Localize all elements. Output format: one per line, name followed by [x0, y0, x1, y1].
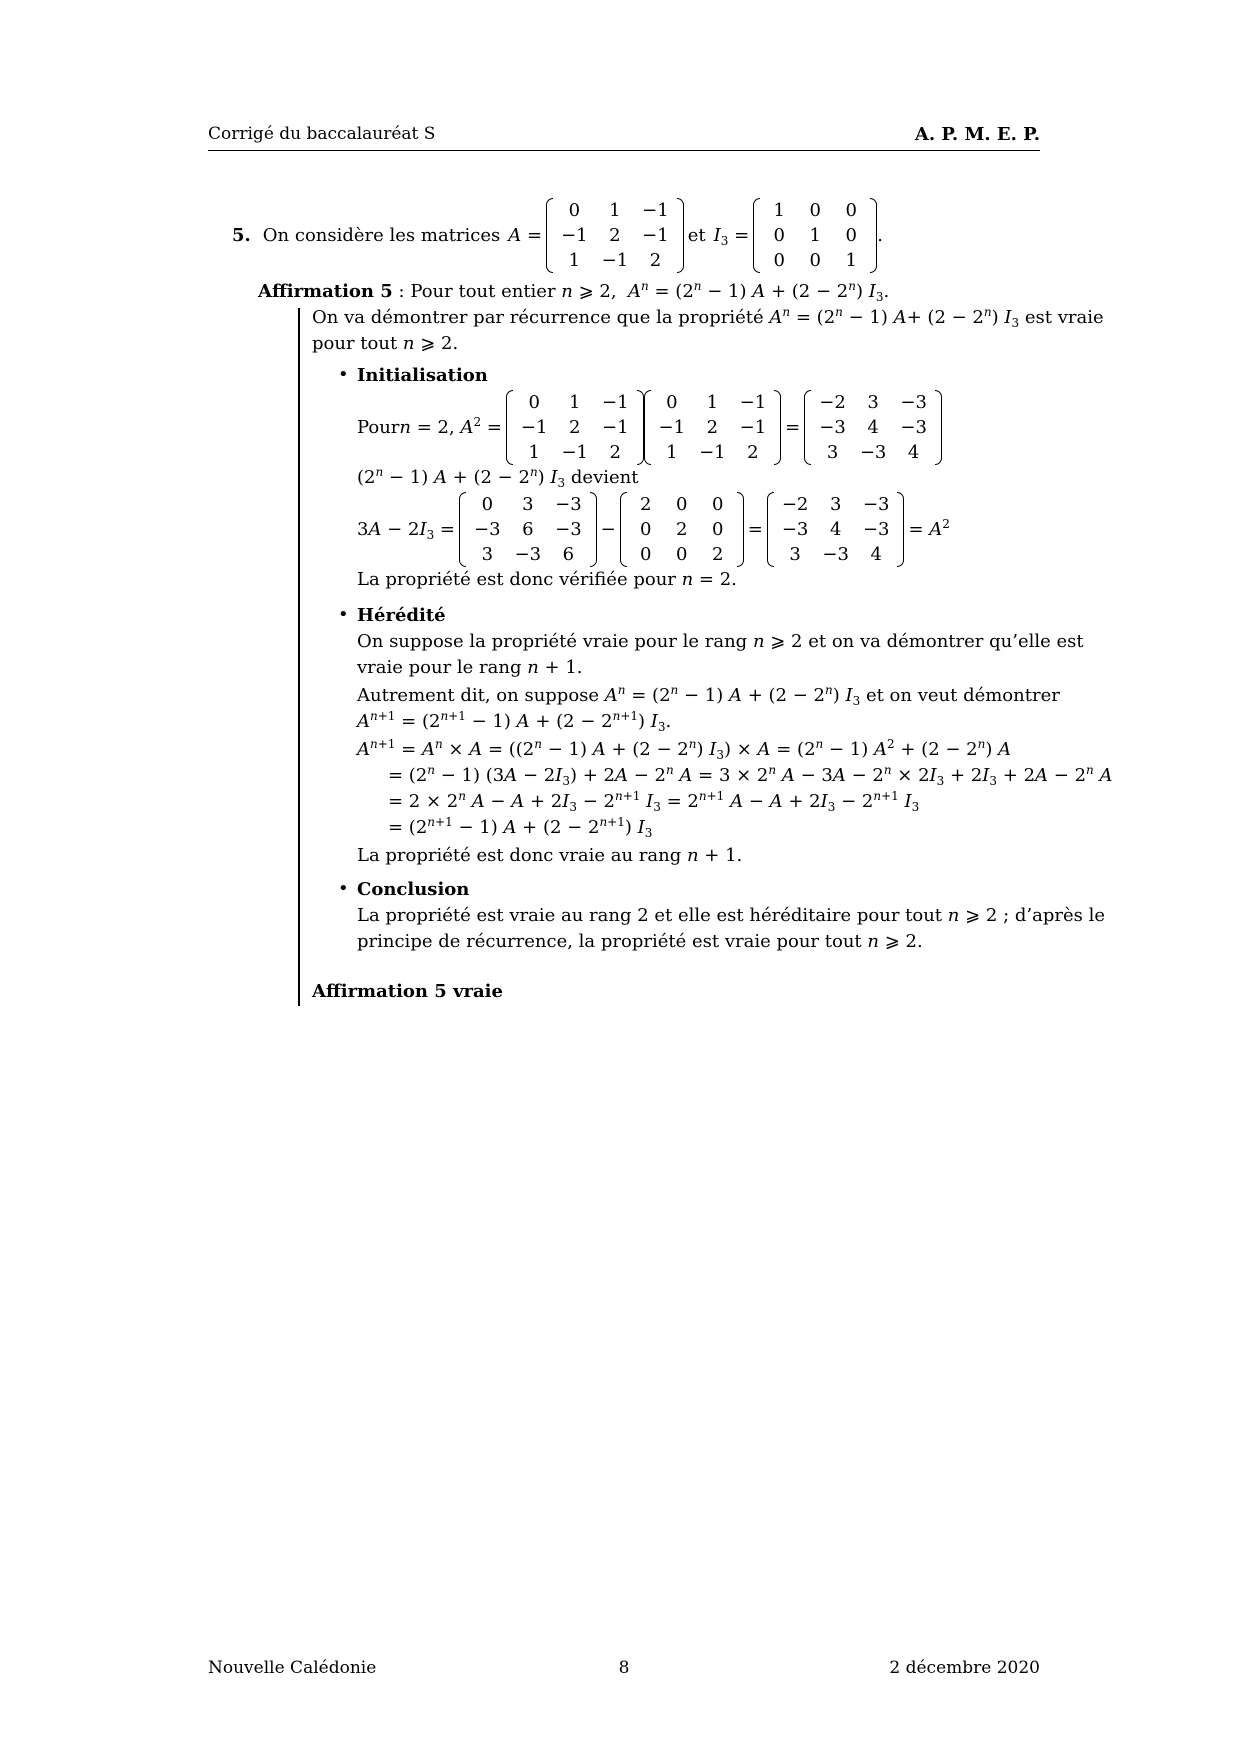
- matrix-cell: 4: [907, 442, 920, 463]
- matrix-cell: 2: [676, 519, 688, 540]
- init-title: Initialisation: [357, 365, 488, 386]
- matrix-cell: 2: [747, 442, 759, 463]
- proof-intro-line1: On va démontrer par récurrence que la propriété $A^n = (2^n - 1)$ $A+ (2 - 2^n)$ $I_3$ est vraie: [312, 305, 1104, 330]
- header-rule: [208, 150, 1040, 151]
- matrix-cell: 4: [870, 544, 882, 565]
- final-verdict: Affirmation 5 vraie: [312, 981, 503, 1002]
- concl-line1: La propriété est vraie au rang 2 et elle est héréditaire pour tout n ⩾ 2 ; d’après le: [357, 905, 1105, 926]
- footer-location: Nouvelle Calédonie: [208, 1658, 377, 1678]
- hered-eq1: $A^{n+1} = A^n \times A = ((2^n - 1) A + (2 - 2^n) I_3) \times A = (2^n - 1) A^2 + (2 - 2^n)$ A: [357, 737, 1012, 762]
- matrix-cell: 3: [481, 544, 494, 565]
- matrix-cell: 1: [568, 250, 581, 271]
- matrix-cell: −3: [900, 417, 927, 438]
- matrix-cell: −1: [658, 417, 686, 438]
- hered-line3: Autrement dit, on suppose $A^n = (2^n - 1) A + (2 - 2^n)$ $I_3$ et on veut démontrer: [357, 683, 1060, 708]
- matrix-cell: 2: [609, 442, 621, 463]
- header-title: Corrigé du baccalauréat S: [208, 124, 436, 144]
- hered-eq2: = $(2^n - 1) (3A - 2I_3) + 2A - 2^n$ $A = 3 \times 2^n$ $A - 3A - 2^n \times 2I_3 + 2I_3 + 2A - 2^n$ A: [388, 763, 1113, 788]
- matrix-row: [554, 223, 676, 248]
- matrix-cell: 2: [712, 544, 724, 565]
- proof-bar: [298, 308, 300, 1006]
- affirmation-label: Affirmation 5: [258, 281, 393, 302]
- matrix-cell: 2: [706, 417, 719, 438]
- matrix-cell: 0: [676, 494, 688, 515]
- devient-line: $(2^n - 1) A + (2 - 2^n)$ $I_3$ devient: [357, 465, 639, 490]
- matrix-cell: −1: [739, 417, 767, 438]
- matrix-cell: 1: [773, 200, 785, 221]
- matrix-row: [775, 517, 897, 542]
- matrix-A2-result: [804, 390, 942, 465]
- matrix-cell: 2: [568, 417, 581, 438]
- matrix-cell: 1: [666, 442, 678, 463]
- matrix-cell: 0: [640, 519, 652, 540]
- matrix-row: [554, 248, 676, 273]
- exercise-number: 5.: [232, 225, 251, 246]
- matrix-cell: 1: [568, 392, 581, 413]
- matrix-cell: −1: [739, 392, 767, 413]
- matrix-row: [514, 390, 636, 415]
- matrix-cell: −3: [555, 519, 582, 540]
- matrix-I3-label: $I_3$ =: [713, 225, 750, 248]
- hered-line1: On suppose la propriété vraie pour le rang n ⩾ 2 et on va démontrer qu’elle est: [357, 631, 1084, 652]
- proof-intro-line2: pour tout n ⩾ 2.: [312, 333, 459, 354]
- matrix-cell: −3: [859, 442, 887, 463]
- matrix-cell: 0: [773, 225, 785, 246]
- hered-conclusion: La propriété est donc vraie au rang n + 1.: [357, 845, 743, 866]
- matrix-cell: −3: [862, 494, 890, 515]
- matrix-cell: 0: [676, 544, 688, 565]
- et-word: et: [687, 225, 706, 246]
- matrix-cell: −1: [642, 225, 669, 246]
- matrix-row: [628, 492, 736, 517]
- matrix-cell: −3: [819, 417, 846, 438]
- matrix-row: [628, 542, 736, 567]
- matrix-cell: −1: [601, 250, 629, 271]
- matrix-cell: 0: [809, 200, 821, 221]
- bullet-icon: •: [338, 364, 349, 385]
- matrix-row: [775, 492, 897, 517]
- matrix-row: [652, 390, 774, 415]
- matrix-A2-result-2: [767, 492, 905, 567]
- matrix-cell: −1: [699, 442, 726, 463]
- matrix-cell: −2: [819, 392, 846, 413]
- hered-line4: $A^{n+1} = (2^{n+1} - 1) A + (2 - 2^{n+1})$ $I_3$.: [357, 709, 672, 734]
- init-conclusion: La propriété est donc vérifiée pour n = 2.: [357, 569, 737, 590]
- matrix-cell: 1: [809, 225, 821, 246]
- affirmation-text: : Pour tout entier: [392, 281, 562, 302]
- hered-line2: vraie pour le rang n + 1.: [357, 657, 583, 678]
- matrix-A: [546, 198, 684, 273]
- matrix-row: [812, 440, 934, 465]
- matrix-A-right: [644, 390, 782, 465]
- exercise-intro: On considère les matrices: [262, 225, 501, 246]
- matrix-cell: 3: [867, 392, 879, 413]
- matrix-cell: −3: [862, 519, 890, 540]
- matrix-cell: 0: [568, 200, 581, 221]
- matrix-cell: −3: [514, 544, 542, 565]
- init-A2-computation: Pour n = 2, $A^2$ = 0 1 −1 −1 2 −1 1 −1 2 0 1 −1 −1 2 −1 1 −1 2 = −2 3 −3 −3 4 −3 3 −3 4: [357, 390, 942, 465]
- matrix-cell: −3: [822, 544, 849, 565]
- matrix-cell: 2: [649, 250, 662, 271]
- bullet-icon: •: [338, 604, 349, 625]
- matrix-cell: 1: [609, 200, 621, 221]
- matrix-row: [652, 415, 774, 440]
- matrix-cell: 0: [845, 225, 857, 246]
- hered-eq4: = $(2^{n+1} - 1) A + (2 - 2^{n+1})$ $I_3$: [388, 815, 653, 840]
- matrix-row: [775, 542, 897, 567]
- matrix-cell: −3: [474, 519, 501, 540]
- matrix-cell: −2: [781, 494, 809, 515]
- matrix-row: [467, 492, 589, 517]
- matrix-row: [514, 415, 636, 440]
- hered-title: Hérédité: [357, 605, 446, 626]
- matrix-cell: 4: [867, 417, 879, 438]
- matrix-cell: 0: [809, 250, 821, 271]
- matrix-row: [761, 198, 869, 223]
- matrix-cell: 2: [640, 494, 652, 515]
- concl-line2: principe de récurrence, la propriété est vraie pour tout n ⩾ 2.: [357, 931, 923, 952]
- matrix-A-label: A =: [508, 225, 543, 246]
- matrix-cell: −3: [555, 494, 582, 515]
- page-header: [208, 124, 1040, 148]
- matrix-row: [761, 248, 869, 273]
- matrix-2I3: [620, 492, 744, 567]
- matrix-row: [652, 440, 774, 465]
- matrix-cell: 1: [528, 442, 540, 463]
- matrix-cell: −3: [900, 392, 927, 413]
- matrix-cell: 1: [706, 392, 719, 413]
- footer-date: 2 décembre 2020: [889, 1658, 1040, 1678]
- matrix-cell: −1: [642, 200, 669, 221]
- matrix-cell: −1: [561, 225, 588, 246]
- matrix-cell: 3: [829, 494, 842, 515]
- matrix-cell: 6: [522, 519, 534, 540]
- matrix-cell: 3: [789, 544, 801, 565]
- matrix-cell: 0: [481, 494, 494, 515]
- concl-title: Conclusion: [357, 879, 470, 900]
- matrix-cell: −1: [601, 392, 629, 413]
- header-org: A. P. M. E. P.: [914, 124, 1040, 145]
- matrix-cell: −1: [601, 417, 629, 438]
- matrix-cell: 3: [522, 494, 534, 515]
- matrix-3A: [459, 492, 597, 567]
- matrix-row: [514, 440, 636, 465]
- matrix-cell: 0: [666, 392, 678, 413]
- matrix-cell: 2: [609, 225, 621, 246]
- matrix-row: [467, 542, 589, 567]
- matrix-row: [761, 223, 869, 248]
- matrix-cell: 3: [826, 442, 839, 463]
- matrix-cell: −1: [520, 417, 548, 438]
- matrix-A-left: [506, 390, 644, 465]
- matrix-I3: [753, 198, 877, 273]
- matrix-cell: 1: [845, 250, 857, 271]
- matrix-cell: 0: [712, 494, 724, 515]
- matrix-cell: −3: [781, 519, 809, 540]
- init-3A-2I3-computation: $3A - 2I_3$ = 0 3 −3 −3 6 −3 3 −3 6 − 2 0 0 0 2 0 0 0 2 = −2 3 −3 −3 4 −3 3 −3 4 = $A^2$: [357, 494, 950, 565]
- matrix-cell: 0: [640, 544, 652, 565]
- matrix-cell: −1: [561, 442, 588, 463]
- matrix-row: [812, 390, 934, 415]
- affirmation-5: Affirmation 5 : Pour tout entier n ⩾ 2, $A^n = (2^n - 1) A + (2 - 2^n)$ $I_3$.: [258, 279, 890, 304]
- matrix-row: [628, 517, 736, 542]
- matrix-cell: 0: [773, 250, 785, 271]
- hered-eq3: = $2 \times 2^n$ $A - A + 2I_3 - 2^{n+1}$ $I_3 = 2^{n+1}$ $A - A + 2I_3 - 2^{n+1}$ $I_3$: [388, 789, 920, 814]
- matrix-cell: 4: [829, 519, 842, 540]
- exercise-statement: 5. On considère les matrices A = 0 1 −1 −1 2 −1 1 −1 2 et $I_3$ = 1 0 0 0 1 0 0 0 1 .: [232, 200, 883, 271]
- matrix-row: [554, 198, 676, 223]
- matrix-cell: 6: [562, 544, 575, 565]
- bullet-icon: •: [338, 878, 349, 899]
- matrix-row: [812, 415, 934, 440]
- matrix-cell: 0: [712, 519, 724, 540]
- page-footer: [208, 1658, 1040, 1682]
- matrix-cell: 0: [528, 392, 540, 413]
- matrix-row: [467, 517, 589, 542]
- page-number: 8: [618, 1658, 630, 1678]
- matrix-cell: 0: [845, 200, 857, 221]
